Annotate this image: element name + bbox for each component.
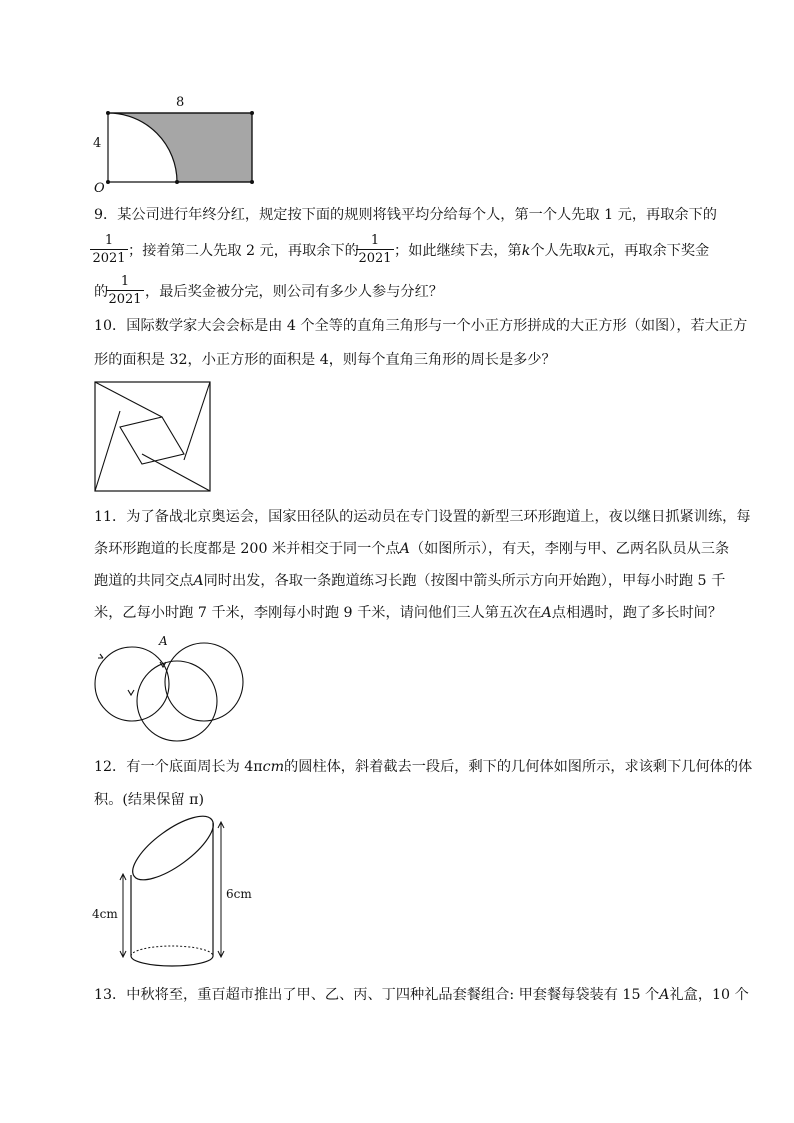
track-circle-left xyxy=(95,647,169,721)
question-number: 9． xyxy=(94,207,118,223)
unit-cm: cm xyxy=(262,759,285,775)
shaded-region xyxy=(108,113,252,182)
q13-line1 xyxy=(94,985,749,1005)
three-circles-figure xyxy=(92,632,252,742)
q9-line3b xyxy=(145,282,785,302)
base-front-arc xyxy=(131,956,213,966)
q9-text: ；接着第二人先取 2 元，再取余下的 xyxy=(128,243,359,259)
question-number: 10． xyxy=(94,318,127,334)
q10-text: 形的面积是 32，小正方形的面积是 4，则每个直角三角形的周长是多少？ xyxy=(94,352,556,368)
q10-line1 xyxy=(94,316,748,336)
height-label-right: 6cm xyxy=(226,887,252,901)
q11-line2 xyxy=(94,539,734,559)
fraction-denominator: 2021 xyxy=(92,251,126,266)
q12-text: 的圆柱体，斜着截去一段后，剩下的几何体如图所示，求该剩下几何体的体 xyxy=(284,759,753,775)
corner-dot xyxy=(106,180,110,184)
fraction-denominator: 2021 xyxy=(108,292,142,307)
triangle-edge xyxy=(95,411,120,491)
q9-text: 元，再取余下奖金 xyxy=(595,243,710,259)
question-number: 11． xyxy=(94,509,127,525)
q10-line2 xyxy=(94,350,734,370)
length-label-8: 8 xyxy=(176,95,185,110)
fraction xyxy=(356,233,394,266)
q11-text: 为了备战北京奥运会，国家田径队的运动员在专门设置的新型三环形跑道上，夜以继日抓紧训练，每 xyxy=(126,509,751,525)
fraction-numerator: 1 xyxy=(370,233,380,248)
q11-text: 条环形跑道的长度都是 200 米并相交于同一个点 xyxy=(94,541,400,557)
base-back-arc xyxy=(131,946,213,956)
fraction xyxy=(90,233,128,266)
point-A: A xyxy=(193,573,204,589)
length-label-4: 4 xyxy=(93,136,102,151)
q11-line4 xyxy=(94,603,734,623)
point-A: A xyxy=(399,541,410,557)
q11-text: 米，乙每小时跑 7 千米，李刚每小时跑 9 千米，请问他们三人第五次在 xyxy=(94,605,542,621)
corner-dot xyxy=(250,111,254,115)
triangle-edge xyxy=(142,454,210,491)
track-circle-right xyxy=(165,643,243,721)
q12-line1 xyxy=(94,757,753,777)
q13-text: 中秋将至，重百超市推出了甲、乙、丙、丁四种礼品套餐组合: 甲套餐每袋装有 15 个 xyxy=(126,987,660,1003)
q9-line1 xyxy=(94,205,734,225)
direction-arrow xyxy=(98,654,103,658)
height-label-left: 4cm xyxy=(92,907,118,921)
origin-label: O xyxy=(94,181,105,196)
fraction-numerator: 1 xyxy=(120,274,130,289)
q11-text: （如图所示），有天，李刚与甲、乙两名队员从三条 xyxy=(409,541,730,557)
q9-text: ，最后奖金被分完，则公司有多少人参与分红？ xyxy=(145,284,443,300)
q11-line1 xyxy=(94,507,751,527)
question-number: 13． xyxy=(94,987,127,1003)
q12-text: 积。(结果保留 π) xyxy=(94,792,205,808)
q10-text: 国际数学家大会会标是由 4 个全等的直角三角形与一个小正方形拼成的大正方形（如图），若大正方 xyxy=(126,318,748,334)
q11-text: 跑道的共同交点 xyxy=(94,573,194,589)
top-slanted-ellipse xyxy=(124,805,223,891)
rectangle-quarter-circle-figure xyxy=(88,92,258,202)
triangle-edge xyxy=(184,382,210,460)
fraction-denominator: 2021 xyxy=(358,251,392,266)
q9-text: ；如此继续下去，第 xyxy=(394,243,522,259)
q9-text: 个人先取 xyxy=(530,243,588,259)
q9-text: 某公司进行年终分红，规定按下面的规则将钱平均分给每个人，第一个人先取 1 元，再取余下的 xyxy=(117,207,717,223)
q11-text: 点相遇时，跑了多长时间？ xyxy=(551,605,723,621)
q11-line3 xyxy=(94,571,734,591)
point-A-label: A xyxy=(159,634,168,648)
corner-dot xyxy=(106,111,110,115)
corner-dot xyxy=(250,180,254,184)
corner-dot xyxy=(175,180,179,184)
track-circle-bottom xyxy=(137,661,217,741)
inner-square xyxy=(120,417,184,464)
q9-text: 的 xyxy=(94,284,109,300)
variable-k: k xyxy=(587,243,596,259)
gift-box-A: A xyxy=(659,987,670,1003)
pinwheel-square-figure xyxy=(94,380,224,494)
q9-line2b xyxy=(394,241,734,261)
fraction xyxy=(106,274,144,307)
variable-k: k xyxy=(521,243,531,259)
q11-text: 同时出发，各取一条跑道练习长跑（按图中箭头所示方向开始跑），甲每小时跑 5 千 xyxy=(203,573,726,589)
fraction-numerator: 1 xyxy=(104,233,114,248)
q12-text: 有一个底面周长为 4π xyxy=(126,759,263,775)
direction-arrow xyxy=(128,690,134,695)
q12-line2 xyxy=(94,790,734,810)
question-number: 12． xyxy=(94,759,127,775)
truncated-cylinder-figure xyxy=(88,818,268,978)
triangle-edge xyxy=(95,382,162,417)
q13-text: 礼盒，10 个 xyxy=(669,987,749,1003)
point-A: A xyxy=(541,605,552,621)
